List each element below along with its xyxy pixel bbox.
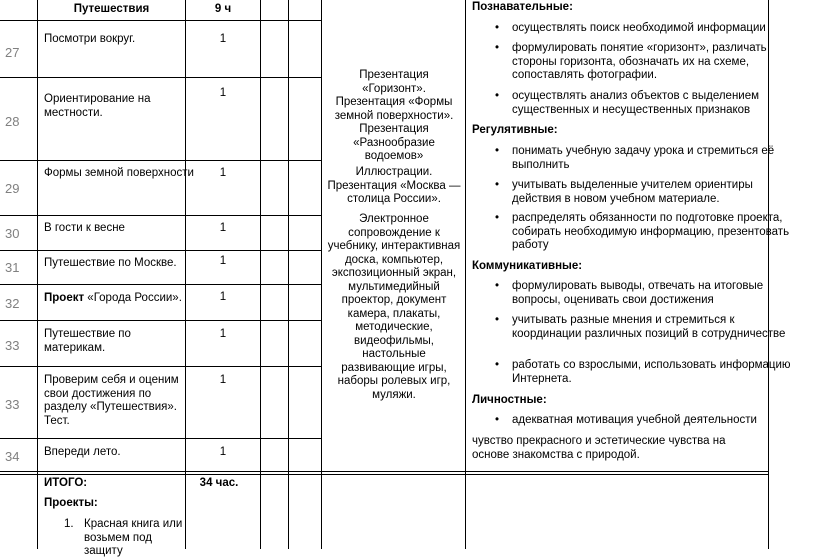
lesson-number: 32 — [5, 296, 20, 311]
lesson-hours: 1 — [219, 87, 227, 99]
uud-personal-title: Личностные: — [472, 394, 547, 406]
projects-label: Проекты: — [44, 497, 98, 509]
list-item: • работать со взрослыми, использовать информацию Интернета. — [472, 359, 797, 386]
resources-equipment: Электронное сопровождение к учебнику, интерактивная доска, компьютер, экспозиционный экран, мультимедийный проектор, документ камера, плакаты, методические, видеофильмы, настольные развивающие игры, наборы ролевых игр, муляжи. — [327, 213, 461, 401]
lesson-title — [44, 292, 184, 306]
lesson-number: 33 — [5, 397, 20, 412]
project-title: «Города России». — [84, 292, 182, 304]
list-item: • осуществлять поиск необходимой информации — [472, 22, 797, 36]
lesson-number: 29 — [5, 181, 20, 196]
lesson-number: 31 — [5, 260, 20, 275]
project-item-number: 1. — [64, 518, 74, 530]
list-item: • формулировать понятие «горизонт», различать стороны горизонта, обозначать их на схеме, сопоставлять фотографии. — [472, 42, 797, 83]
lesson-title: В гости к весне — [44, 222, 125, 234]
resources-presentations: Презентация «Горизонт». Презентация «Формы земной поверхности». Презентация «Разнообразие водоемов» — [334, 69, 454, 162]
uud-communicative-title: Коммуникативные: — [472, 260, 583, 272]
lesson-title: Путешествие по материкам. — [44, 328, 131, 354]
section-topic: Путешествия — [73, 3, 150, 15]
lesson-title: Впереди лето. — [44, 446, 121, 458]
lesson-title: Посмотри вокруг. — [44, 33, 136, 45]
list-item: • учитывать разные мнения и стремиться к координации различных позиций в сотрудничестве — [472, 314, 797, 341]
project-label: Проект — [44, 292, 85, 304]
lesson-number: 27 — [5, 45, 20, 60]
lesson-hours: 1 — [219, 255, 227, 267]
list-item: • осуществлять анализ объектов с выделением существенных и несущественных признаков — [472, 90, 797, 117]
lesson-hours: 1 — [219, 167, 227, 179]
lesson-number: 34 — [5, 449, 20, 464]
lesson-hours: 1 — [219, 291, 227, 303]
uud-column — [472, 0, 791, 470]
lesson-number: 28 — [5, 114, 20, 129]
lesson-number: 30 — [5, 226, 20, 241]
lesson-number: 33 — [5, 338, 20, 353]
list-item: • учитывать выделенные учителем ориентиры действия в новом учебном материале. — [472, 179, 797, 206]
list-item: • понимать учебную задачу урока и стремиться её выполнить — [472, 145, 797, 172]
lesson-title: Формы земной поверхности — [44, 167, 194, 179]
lesson-title: Путешествие по Москве. — [44, 257, 177, 269]
resources-illustrations: Иллюстрации. Презентация «Москва — столица России». — [327, 166, 461, 205]
total-label: ИТОГО: — [44, 477, 88, 489]
list-item: • формулировать выводы, отвечать на итоговые вопросы, оценивать свои достижения — [472, 280, 797, 307]
uud-personal-trailing: чувство прекрасного и эстетические чувства на основе знакомства с природой. — [472, 435, 726, 461]
lesson-hours: 1 — [219, 328, 227, 340]
uud-cognitive-title: Познавательные: — [472, 1, 573, 13]
lesson-hours: 1 — [219, 222, 227, 234]
total-hours: 34 час. — [199, 477, 239, 489]
lesson-hours: 1 — [219, 33, 227, 45]
lesson-title: Ориентирование на местности. — [44, 93, 151, 119]
list-item: • распределять обязанности по подготовке проекта, собирать необходимую информацию, презентовать работу — [472, 212, 797, 253]
uud-regulatory-title: Регулятивные: — [472, 124, 558, 136]
list-item: • адекватная мотивация учебной деятельности — [472, 414, 797, 428]
lesson-hours: 1 — [219, 374, 227, 386]
section-hours: 9 ч — [214, 3, 232, 15]
lesson-hours: 1 — [219, 446, 227, 458]
lesson-title: Проверим себя и оценим свои достижения по разделу «Путешествия». Тест. — [44, 374, 179, 427]
project-item: Красная книга или возьмем под защиту — [84, 518, 183, 557]
